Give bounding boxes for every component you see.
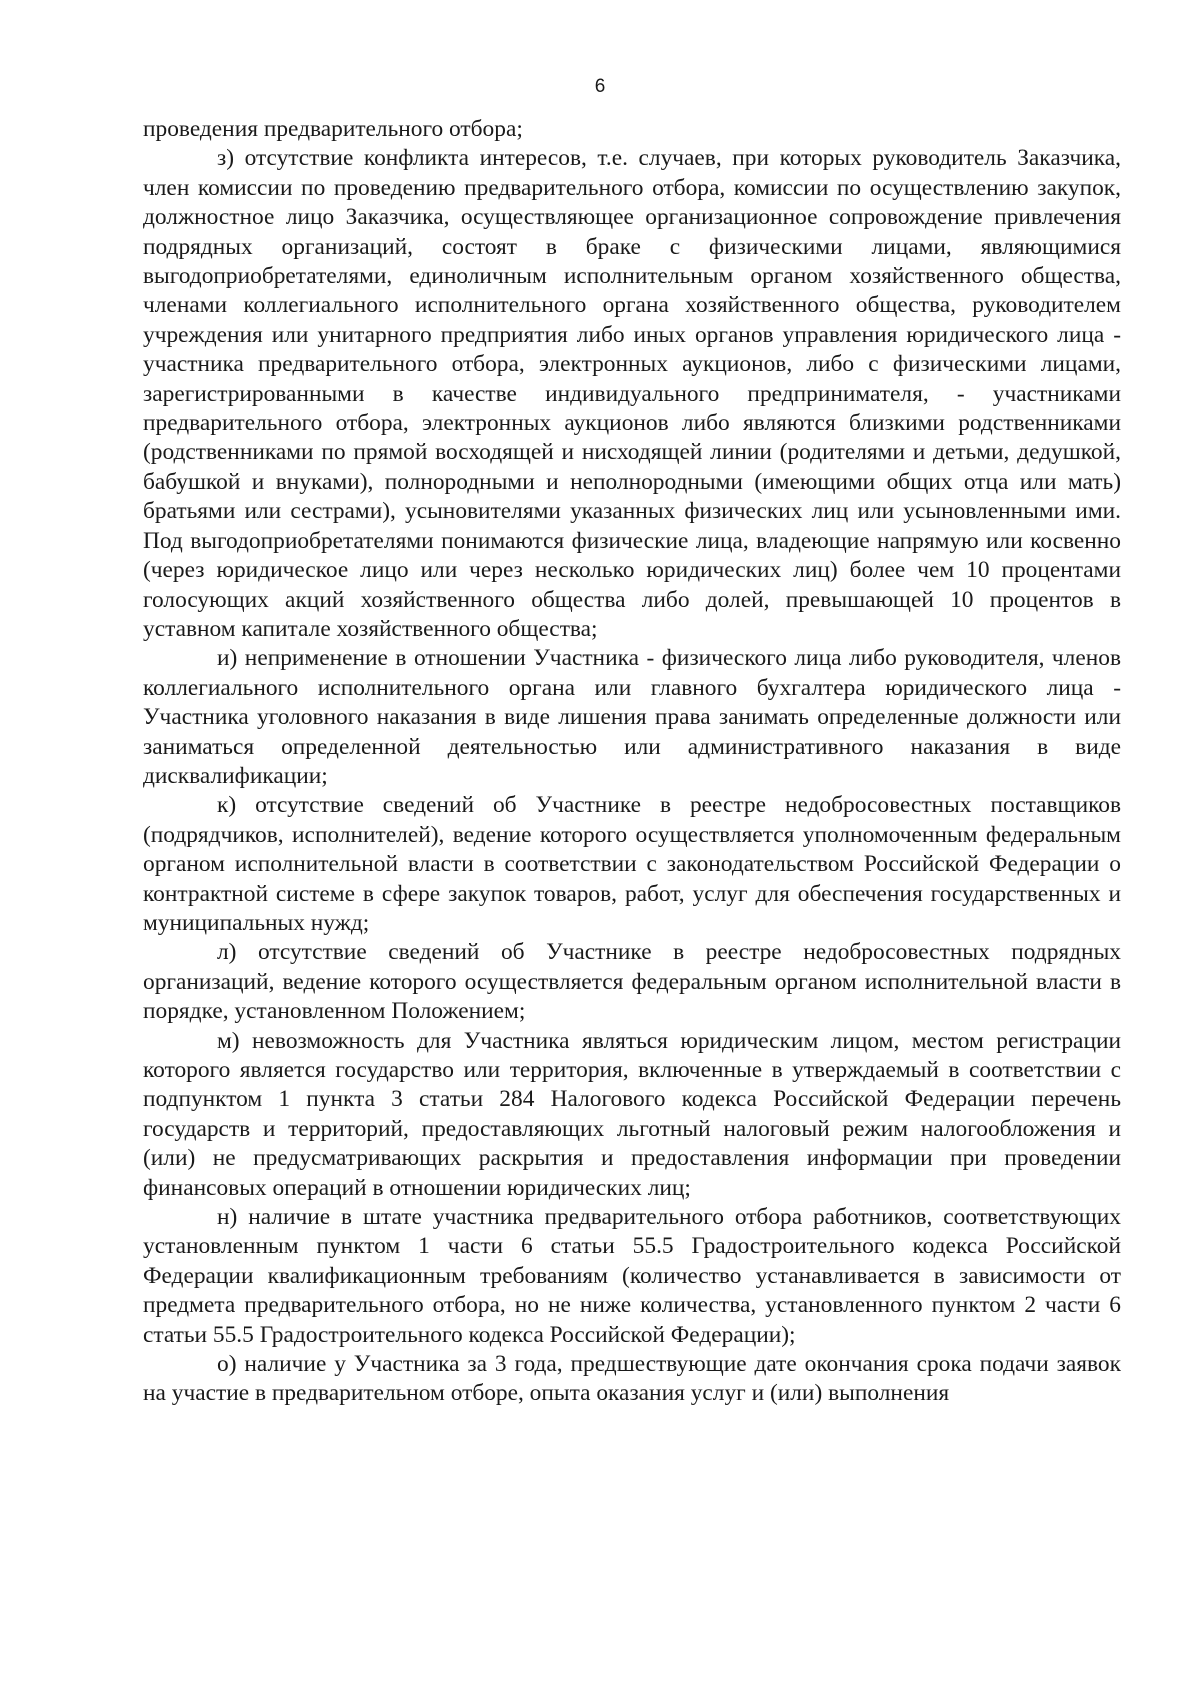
paragraph-i-no-criminal-penalty: и) неприменение в отношении Участника - физического лица либо руководителя, членов коллегиального исполнительного органа или главного бухгалтера юридического лица - Участника уголовного наказания в виде лишения права занимать определенные должности или заниматься определенной деятельностью или административного наказания в виде дисквалификации; bbox=[143, 645, 1121, 789]
page-number: 6 bbox=[594, 76, 606, 97]
paragraph-o-experience: о) наличие у Участника за 3 года, предшествующие дате окончания срока подачи заявок на участие в предварительном отборе, опыта оказания услуг и (или) выполнения bbox=[143, 1351, 1121, 1407]
paragraph-k-no-unfair-suppliers-registry: к) отсутствие сведений об Участнике в реестре недобросовестных поставщиков (подрядчиков, исполнителей), ведение которого осуществляется уполномоченным федеральным органом исполнительной власти в соответствии с законодательством Российской Федерации о контрактной системе в сфере закупок товаров, работ, услуг для обеспечения государственных и муниципальных нужд; bbox=[143, 792, 1121, 936]
paragraph-n-qualified-staff: н) наличие в штате участника предварительного отбора работников, соответствующих установленным пунктом 1 части 6 статьи 55.5 Градостроительного кодекса Российской Федерации квалификационным требованиям (количество устанавливается в зависимости от предмета предварительного отбора, но не ниже количества, установленного пунктом 2 части 6 статьи 55.5 Градостроительного кодекса Российской Федерации); bbox=[143, 1204, 1121, 1348]
paragraph-z-conflict-of-interest: з) отсутствие конфликта интересов, т.е. случаев, при которых руководитель Заказчика, член комиссии по проведению предварительного отбора, комиссии по осуществлению закупок, должностное лицо Заказчика, осуществляющее организационное сопровождение привлечения подрядных организаций, состоят в браке с физическими лицами, являющимися выгодоприобретателями, единоличным исполнительным органом хозяйственного общества, членами коллегиального исполнительного органа хозяйственного общества, руководителем учреждения или унитарного предприятия либо иных органов управления юридического лица - участника предварительного отбора, электронных аукционов, либо с физическими лицами, зарегистрированными в качестве индивидуального предпринимателя, - участниками предварительного отбора, электронных аукционов либо являются близкими родственниками (родственниками по прямой восходящей и нисходящей линии (родителями и детьми, дедушкой, бабушкой и внуками), полнородными и неполнородными (имеющими общих отца или мать) братьями или сестрами), усыновителями указанных физических лиц или усыновленными ими. Под выгодоприобретателями понимаются физические лица, владеющие напрямую или косвенно (через юридическое лицо или через несколько юридических лиц) более чем 10 процентами голосующих акций хозяйственного общества либо долей, превышающей 10 процентов в уставном капитале хозяйственного общества; bbox=[143, 145, 1121, 642]
paragraph-l-no-unfair-contractors-registry: л) отсутствие сведений об Участнике в реестре недобросовестных подрядных организаций, ведение которого осуществляется федеральным органом исполнительной власти в порядке, установленном Положением; bbox=[143, 939, 1121, 1025]
paragraph-continuation: проведения предварительного отбора; bbox=[143, 116, 523, 142]
paragraph-m-offshore-restriction: м) невозможность для Участника являться юридическим лицом, местом регистрации которого является государство или территория, включенные в утверждаемый в соответствии с подпунктом 1 пункта 3 статьи 284 Налогового кодекса Российской Федерации перечень государств и территорий, предоставляющих льготный налоговый режим налогообложения и (или) не предусматривающих раскрытия и предоставления информации при проведении финансовых операций в отношении юридических лиц; bbox=[143, 1027, 1121, 1201]
document-body bbox=[143, 115, 1121, 1409]
